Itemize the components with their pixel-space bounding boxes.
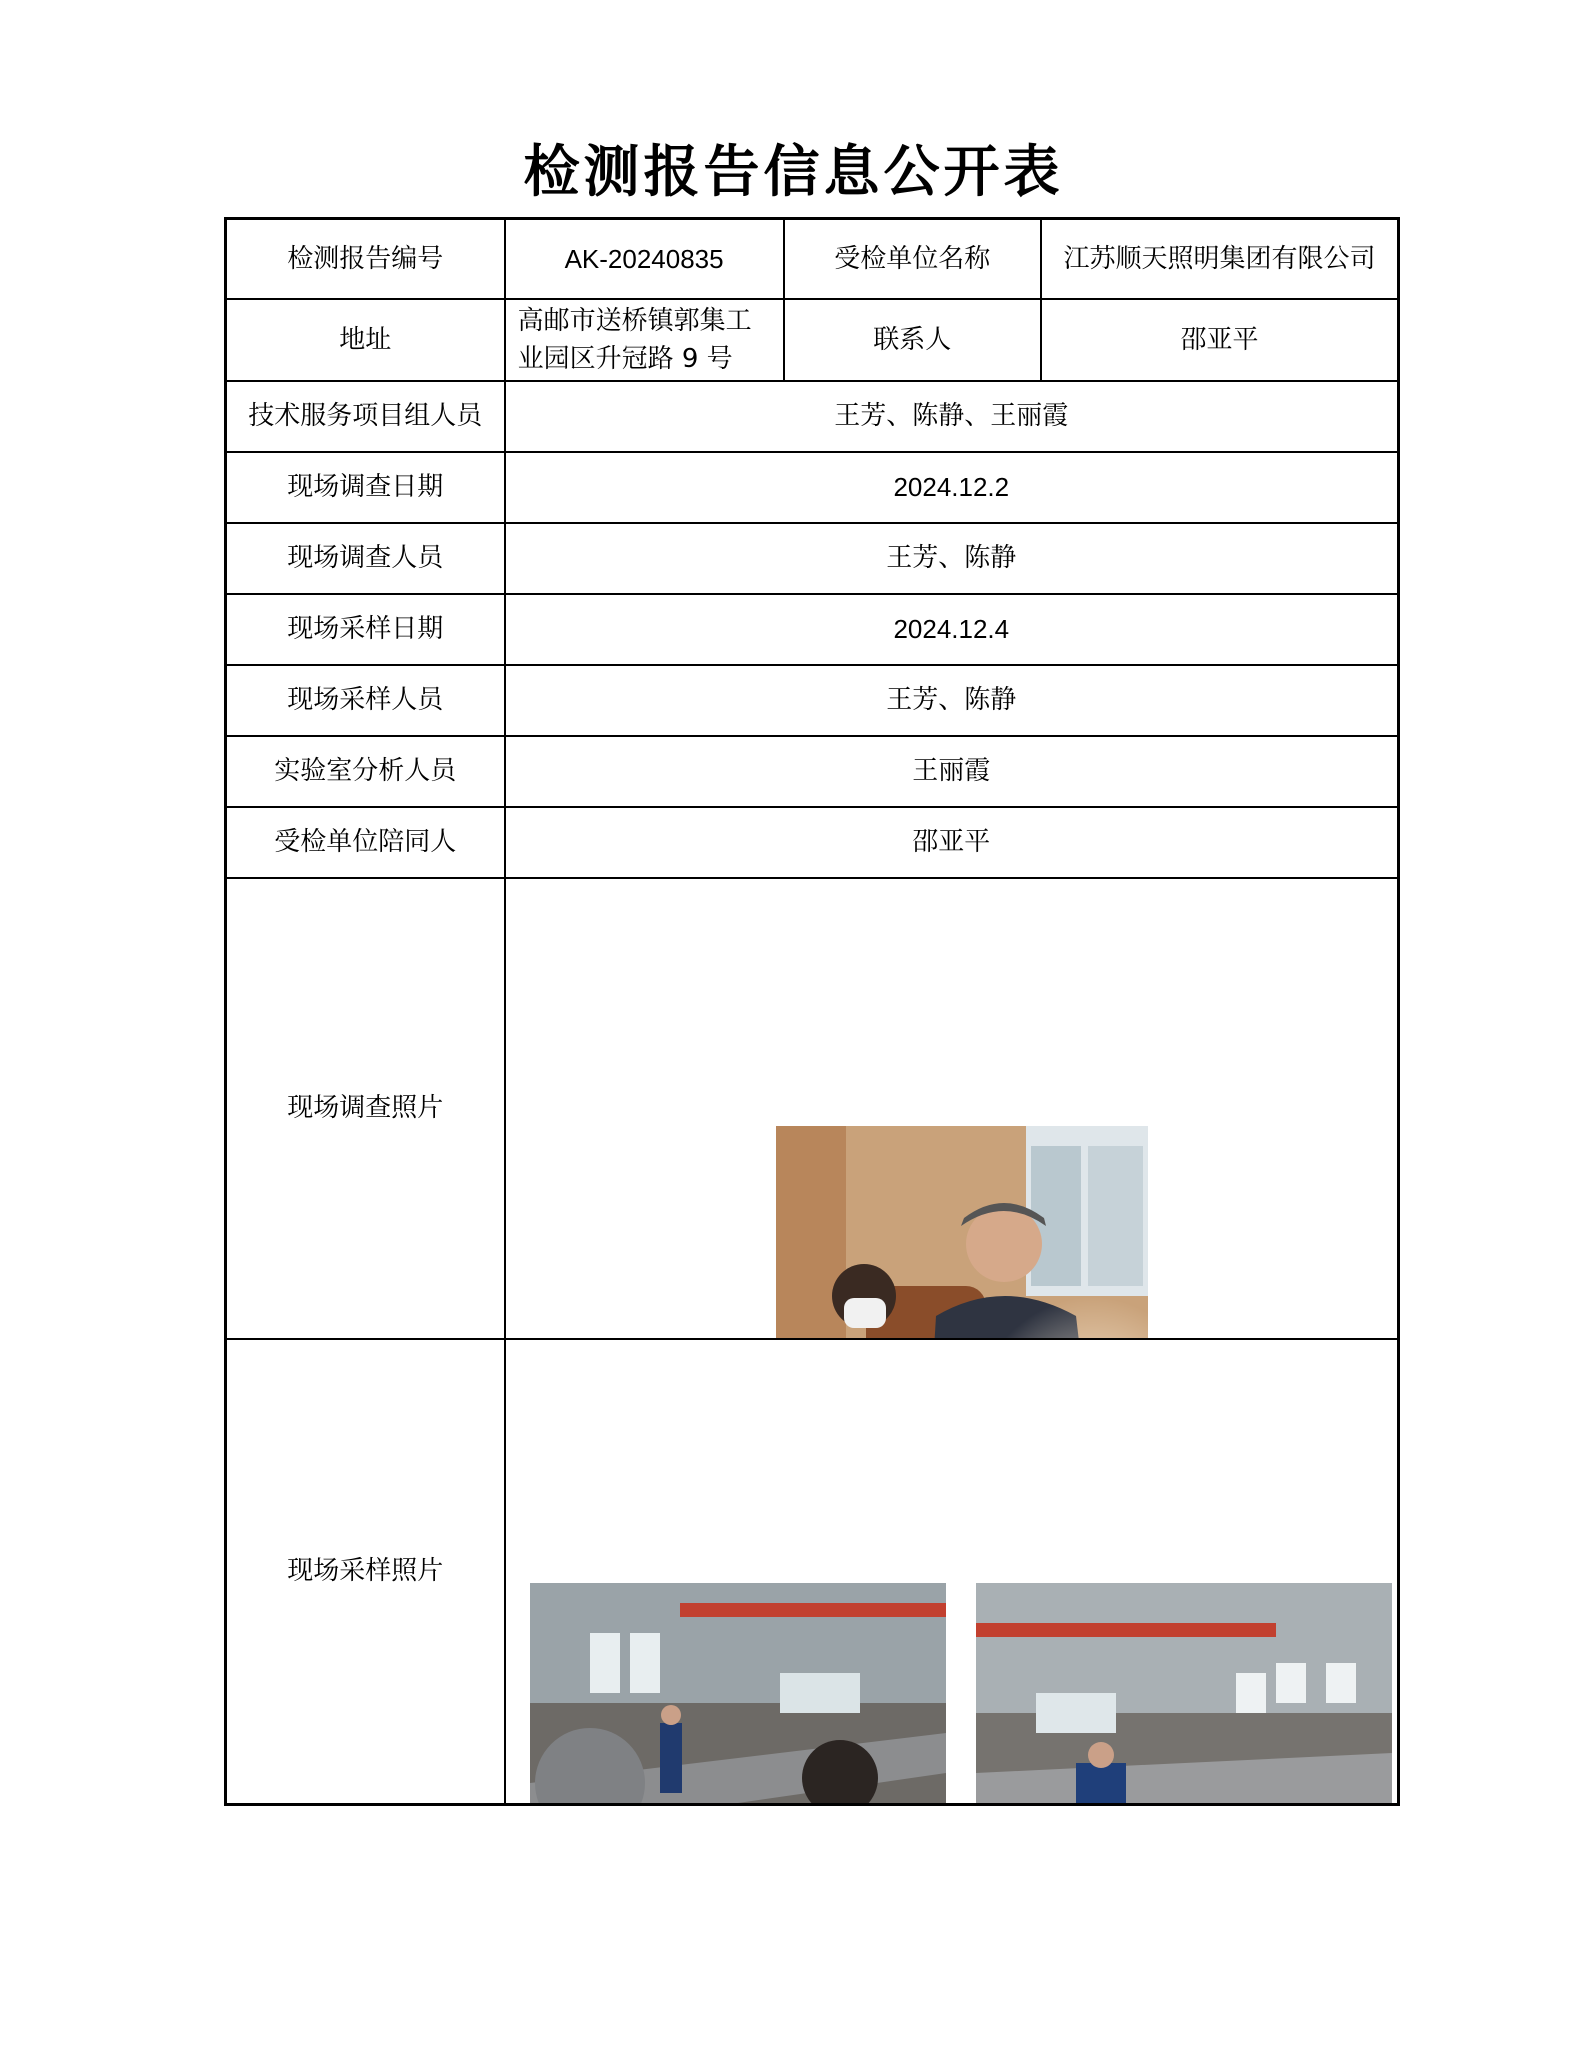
table-row <box>226 807 1399 878</box>
sampling-staff-value: 王芳、陈静 <box>505 665 1399 736</box>
table-row <box>226 523 1399 594</box>
lab-staff-label: 实验室分析人员 <box>226 736 505 807</box>
table-row <box>226 219 1399 299</box>
survey-photo-cell <box>505 878 1399 1339</box>
table-row <box>226 299 1399 381</box>
survey-photo <box>776 1126 1148 1339</box>
escort-label: 受检单位陪同人 <box>226 807 505 878</box>
table-row <box>226 594 1399 665</box>
contact-value: 邵亚平 <box>1041 299 1399 381</box>
survey-date-label: 现场调查日期 <box>226 452 505 523</box>
table-row <box>226 1339 1399 1805</box>
table-row <box>226 381 1399 452</box>
escort-value: 邵亚平 <box>505 807 1399 878</box>
table-row <box>226 665 1399 736</box>
sampling-date-label: 现场采样日期 <box>226 594 505 665</box>
page-title: 检测报告信息公开表 <box>523 140 1064 205</box>
survey-staff-label: 现场调查人员 <box>226 523 505 594</box>
sampling-photo-label: 现场采样照片 <box>226 1339 505 1805</box>
survey-photo-label: 现场调查照片 <box>226 878 505 1339</box>
contact-label: 联系人 <box>784 299 1041 381</box>
address-value: 高邮市送桥镇郭集工业园区升冠路 9 号 <box>505 299 784 381</box>
survey-date-value: 2024.12.2 <box>505 452 1399 523</box>
team-label: 技术服务项目组人员 <box>226 381 505 452</box>
address-label: 地址 <box>226 299 505 381</box>
report-no-label: 检测报告编号 <box>226 219 505 299</box>
table-row <box>226 878 1399 1339</box>
table-row <box>226 452 1399 523</box>
lab-staff-value: 王丽霞 <box>505 736 1399 807</box>
report-info-table <box>224 217 1400 1806</box>
sampling-photos-cell <box>505 1339 1399 1805</box>
unit-name-label: 受检单位名称 <box>784 219 1041 299</box>
survey-staff-value: 王芳、陈静 <box>505 523 1399 594</box>
team-value: 王芳、陈静、王丽霞 <box>505 381 1399 452</box>
report-no-value: AK-20240835 <box>505 219 784 299</box>
sampling-staff-label: 现场采样人员 <box>226 665 505 736</box>
table-row <box>226 736 1399 807</box>
sampling-photo-2 <box>976 1583 1392 1804</box>
sampling-date-value: 2024.12.4 <box>505 594 1399 665</box>
sampling-photo-1 <box>530 1583 946 1804</box>
unit-name-value: 江苏顺天照明集团有限公司 <box>1041 219 1399 299</box>
